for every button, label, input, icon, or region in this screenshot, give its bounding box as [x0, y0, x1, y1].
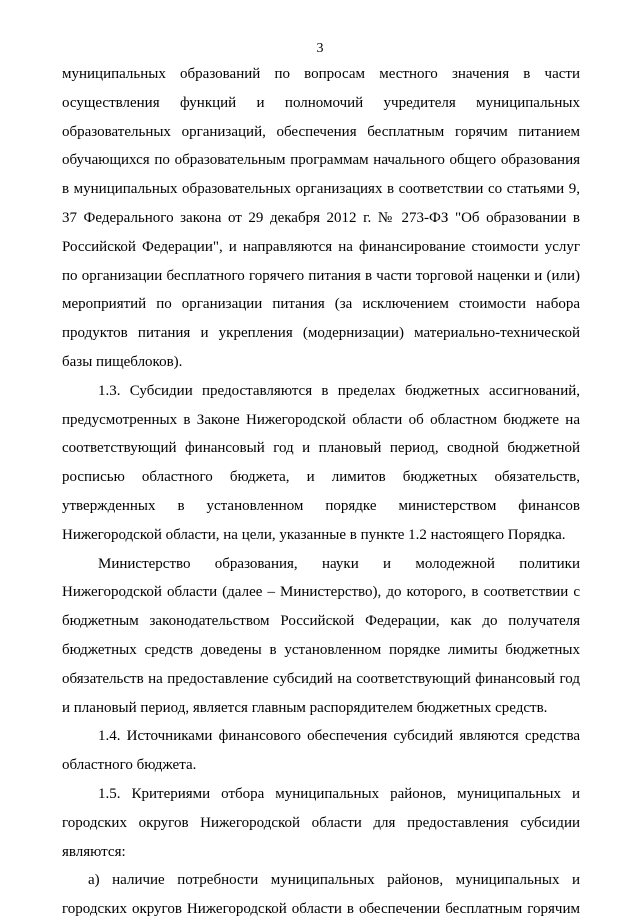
text-line: предусмотренных в Законе Нижегородской области об областном бюджете на: [62, 411, 580, 428]
text-line: соответствующий финансовый год и плановый период, сводной бюджетной: [62, 440, 580, 457]
text-line: мероприятий по организации питания (за исключением стоимости набора: [62, 296, 580, 313]
text-line: Российской Федерации", и направляются на финансирование стоимости услуг: [62, 238, 580, 255]
page-number: 3: [316, 41, 324, 56]
paragraph-start-line: 1.5. Критериями отбора муниципальных районов, муниципальных и: [98, 785, 580, 802]
text-line: являются:: [62, 843, 126, 860]
text-line: базы пищеблоков).: [62, 353, 183, 370]
text-line: и плановый период, является главным распорядителем бюджетных средств.: [62, 699, 548, 716]
paragraph-start-line: 1.4. Источниками финансового обеспечения субсидий являются средства: [98, 728, 580, 745]
text-line: городских округов Нижегородской области для предоставления субсидии: [62, 814, 580, 831]
text-line: бюджетных средств доведены в установленном порядке лимиты бюджетных: [62, 641, 580, 658]
text-line: росписью областного бюджета, и лимитов бюджетных обязательств,: [62, 469, 580, 486]
text-line: утвержденных в установленном порядке министерством финансов: [62, 497, 580, 514]
text-line: в муниципальных образовательных организациях в соответствии со статьями 9,: [62, 181, 580, 198]
text-line: городских округов Нижегородской области в обеспечении бесплатным горячим: [62, 901, 580, 918]
text-line: обязательств на предоставление субсидий на соответствующий финансовый год: [62, 670, 580, 687]
text-line: обучающихся по образовательным программам начального общего образования: [62, 152, 580, 169]
paragraph-start-line: а) наличие потребности муниципальных районов, муниципальных и: [88, 872, 580, 889]
text-line: образовательных организаций, обеспечения бесплатным горячим питанием: [62, 123, 580, 140]
text-line: продуктов питания и укрепления (модернизации) материально-технической: [62, 325, 580, 342]
text-line: муниципальных образований по вопросам местного значения в части: [62, 66, 580, 82]
paragraph-start-line: Министерство образования, науки и молодежной политики: [98, 555, 580, 572]
text-line: бюджетным законодательством Российской Федерации, как до получателя: [62, 613, 580, 630]
document-body: [62, 60, 580, 924]
text-line: 37 Федерального закона от 29 декабря 2012 г. № 273-ФЗ "Об образовании в: [62, 209, 580, 226]
text-line: по организации бесплатного горячего питания в части торговой наценки и (или): [62, 267, 580, 284]
paragraph-start-line: 1.3. Субсидии предоставляются в пределах бюджетных ассигнований,: [98, 382, 580, 399]
text-line: Нижегородской области (далее – Министерство), до которого, в соответствии с: [62, 584, 580, 601]
text-line: Нижегородской области, на цели, указанные в пункте 1.2 настоящего Порядка.: [62, 526, 566, 543]
text-line: областного бюджета.: [62, 757, 197, 774]
text-line: осуществления функций и полномочий учредителя муниципальных: [62, 94, 580, 111]
